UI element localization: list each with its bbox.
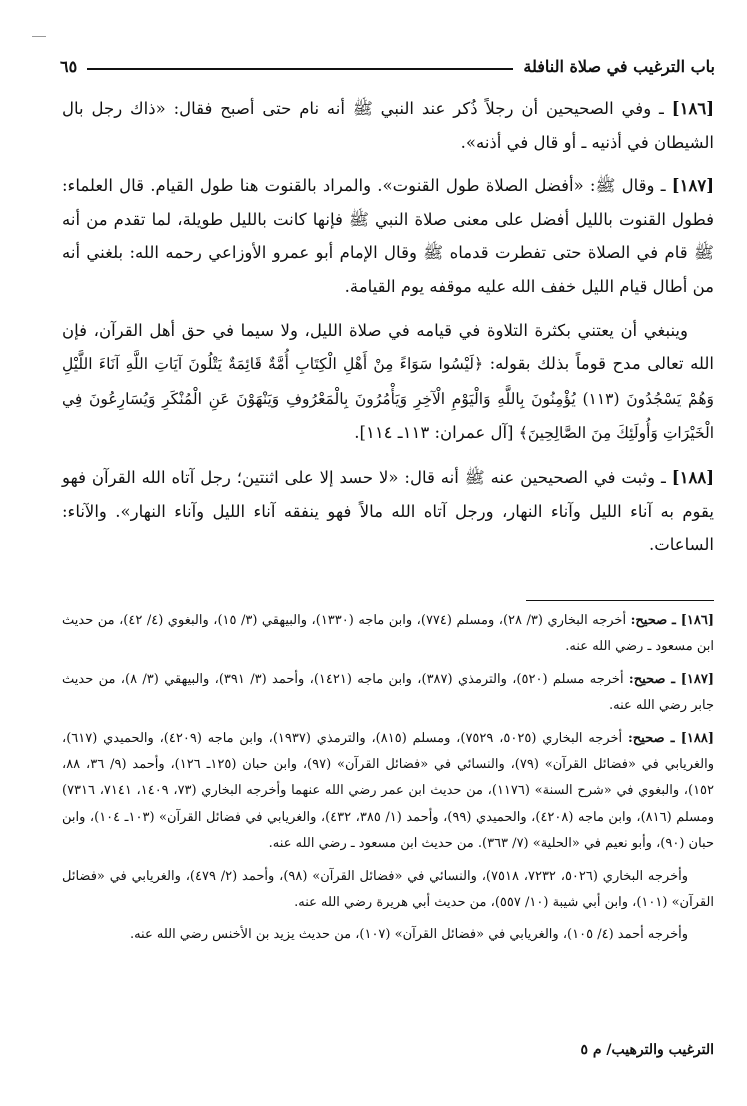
hadith-number: [١٨٧]: [671, 176, 714, 196]
footnote-188-continued: وأخرجه البخاري (٥٠٢٦، ٧٢٣٢، ٧٥١٨)، والنسائي في «فضائل القرآن» (٩٨)، وأحمد (٢/ ٤٧٩)، والغريابي في «فضائل القرآن» (١٠١)، وابن أبي شيبة (١٠/ ٥٥٧)، من حديث أبي هريرة رضي الله عنه.: [62, 868, 714, 911]
paragraph-intro: وينبغي أن يعتني بكثرة التلاوة في قيامه في صلاة الليل، ولا سيما في حق أهل القرآن، فإن الله تعالى مدح قوماً بذلك بقوله:: [62, 320, 714, 374]
footnote-number: [١٨٧]: [680, 671, 715, 687]
hadith-number: [١٨٦]: [671, 99, 714, 118]
footnotes: [62, 608, 714, 955]
footnote-number: [١٨٦]: [680, 613, 715, 628]
running-header: [60, 50, 715, 76]
hadith-187: [62, 169, 714, 303]
chapter-title: باب الترغيب في صلاة النافلة: [523, 57, 715, 76]
footnote-186: [62, 608, 714, 661]
header-rule: [87, 68, 513, 70]
footnote-188-continued-2: وأخرجه أحمد (٤/ ١٠٥)، والغريابي في «فضائل القرآن» (١٠٧)، من حديث يزيد بن الأخنس رضي الله عنه.: [129, 927, 688, 943]
quran-verse: ﴿لَيْسُوا سَوَاءً مِنْ أَهْلِ الْكِتَابِ أُمَّةٌ قَائِمَةٌ يَتْلُونَ آيَاتِ اللَّهِ آنَاءَ اللَّيْلِ وَهُمْ يَسْجُدُونَ (١١٣) يُؤْمِنُونَ بِاللَّهِ وَالْيَوْمِ الْآخِرِ وَيَأْمُرُونَ بِالْمَعْرُوفِ وَيَنْهَوْنَ عَنِ الْمُنْكَرِ وَيُسَارِعُونَ فِي الْخَيْرَاتِ وَأُولَئِكَ مِنَ الصَّالِحِينَ﴾: [62, 355, 714, 443]
footnote-grade: ـ صحيح:: [630, 613, 681, 628]
footnote-text: أخرجه البخاري (٣/ ٢٨)، ومسلم (٧٧٤)، وابن ماجه (١٣٣٠)، والبيهقي (٣/ ١٥)، والبغوي (٤/ ٤٢)، من حديث ابن مسعود ـ رضي الله عنه.: [62, 613, 714, 655]
footnote-grade: ـ صحيح:: [628, 671, 681, 687]
footnote-number: [١٨٨]: [680, 730, 715, 746]
footnote-text: أخرجه مسلم (٥٢٠)، والترمذي (٣٨٧)، وابن ماجه (١٤٢١)، وأحمد (٣/ ٣٩١)، والبيهقي (٣/ ٨)، من حديث جابر رضي الله عنه.: [62, 671, 714, 714]
hadith-number: [١٨٨]: [671, 467, 714, 487]
hadith-186: [62, 92, 714, 159]
footnote-text: أخرجه البخاري (٥٠٢٥، ٧٥٢٩)، ومسلم (٨١٥)، والترمذي (١٩٣٧)، وابن ماجه (٤٢٠٩)، والحميدي (٦١٧)، والغريابي في «فضائل القرآن» (٧٩)، والنسائي في «فضائل القرآن» (٩٧)، وابن حبان (١٢٥ـ ١٢٦)، وأحمد (٩/ ٣٦، ٨٨، ١٥٢)، والبغوي في «شرح السنة» (١١٧٦)، من حديث ابن عمر رضي الله عنهما وأخرجه البخاري (٧٣، ١٤٠٩، ٧١٤١، ٧٣١٦) ومسلم (٨١٦)، وابن ماجه (٤٢٠٨)، والحميدي (٩٩)، وأحمد (١/ ٣٨٥، ٤٣٢)، والغريابي في فضائل القرآن» (١٠٣ـ ١٠٤)، وابن حبان (٩٠)، وأبو نعيم في «الحلية» (٧/ ٣٦٣). من حديث ابن مسعود ـ رضي الله عنه.: [62, 730, 715, 852]
signature-mark: الترغيب والترهيب/ م ٥: [580, 1042, 714, 1058]
hadith-188: [62, 461, 714, 562]
footnote-187: [62, 667, 714, 720]
footnote-separator: [526, 600, 714, 601]
page-number: ٦٥: [60, 57, 78, 76]
footnote-grade: ـ صحيح:: [627, 730, 681, 746]
footnote-188: [62, 726, 714, 858]
scan-edge-mark: [32, 36, 46, 37]
hadith-text: ـ وثبت في الصحيحين عنه ﷺ أنه قال: «لا حسد إلا على اثنتين؛ رجل آتاه الله القرآن فهو يقوم به آناء الليل وآناء النهار، ورجل آتاه الله مالاً فهو ينفقه آناء الليل وآناء النهار». والآناء: الساعات.: [62, 467, 714, 555]
verse-reference: [آل عمران: ١١٣ـ ١١٤].: [354, 423, 519, 443]
hadith-text: ـ وقال ﷺ: «أفضل الصلاة طول القنوت». والمراد بالقنوت هنا طول القيام. قال العلماء: فطول القنوت بالليل أفضل على معنى صلاة النبي ﷺ فإنها كانت بالليل طويلة، لما تقدم من أنه ﷺ قام في الصلاة حتى تفطرت قدماه ﷺ وقال الإمام أبو عمرو الأوزاعي رحمه الله: بلغني أنه من أطال قيام الليل خفف الله عليه موقفه يوم القيامة.: [62, 176, 714, 296]
quran-paragraph: [62, 314, 714, 451]
hadith-text: ـ وفي الصحيحين أن رجلاً ذُكر عند النبي ﷺ أنه نام حتى أصبح فقال: «ذاك رجل بال الشيطان في أذنيه ـ أو قال في أذنه».: [62, 99, 714, 152]
main-text: [62, 92, 714, 572]
